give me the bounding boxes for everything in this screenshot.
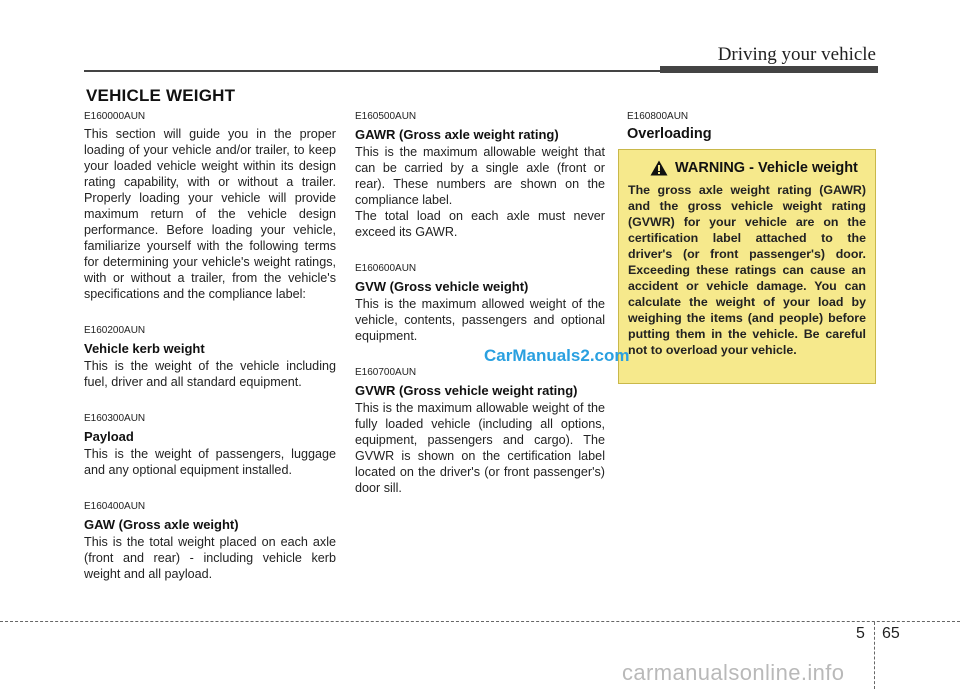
intro-text: This section will guide you in the proper loading of your vehicle and/or trailer, to keep your loaded vehicle weight within its design rating capability, with or without a trailer. Properly loading your vehicle will provide maximum return of the vehicle design performance. Before loading your vehicle, familiarize yourself with the following terms for determining your vehicle's weight ratings, with or without a trailer, from the vehicle's specifications and the compliance label:: [84, 127, 336, 301]
term-block-gvw: [355, 262, 605, 344]
header-rule: [84, 70, 660, 72]
term-block-gvwr: [355, 366, 605, 496]
watermark: CarManuals2.com: [484, 346, 630, 365]
term-heading: GAWR (Gross axle weight rating): [355, 127, 559, 142]
term-heading: GAW (Gross axle weight): [84, 517, 239, 532]
header-rule-accent: [660, 66, 878, 73]
column-middle: [355, 110, 605, 518]
warning-text: The gross axle weight rating (GAWR) and the gross vehicle weight rating (GVWR) for your vehicle are on the certification label attached to the driver's (or front passenger's) door. Exceeding these ratings can cause an accident or vehicle damage. You can calculate the weight of your load by weighing the items (and people) before putting them in the vehicle. Be careful not to overload your vehicle.: [628, 183, 866, 357]
term-text: This is the weight of passengers, luggage and any optional equipment installed.: [84, 447, 336, 477]
page-number-divider: [874, 622, 875, 689]
term-heading: Payload: [84, 429, 134, 444]
term-code: E160600AUN: [355, 263, 417, 274]
term-code: E160300AUN: [84, 413, 146, 424]
term-text: This is the weight of the vehicle including fuel, driver and all standard equipment.: [84, 359, 336, 389]
warning-header: [650, 160, 866, 176]
term-code: E160400AUN: [84, 501, 146, 512]
footer-site-text: carmanualsonline.info: [622, 660, 845, 685]
term-heading: GVWR (Gross vehicle weight rating): [355, 383, 578, 398]
term-text: This is the maximum allowable weight that can be carried by a single axle (front or rear). These numbers are shown on the compliance label.: [355, 145, 605, 207]
term-code: E160200AUN: [84, 325, 146, 336]
term-code: E160700AUN: [355, 367, 417, 378]
term-code: E160500AUN: [355, 111, 417, 122]
term-block-kerb-weight: [84, 324, 336, 390]
term-text: This is the maximum allowed weight of the vehicle, contents, passengers and optional equipment.: [355, 297, 605, 343]
intro-block: [84, 110, 336, 302]
term-heading: GVW (Gross vehicle weight): [355, 279, 529, 294]
warning-title: WARNING - Vehicle weight: [675, 160, 858, 176]
page-number: 65: [882, 625, 900, 642]
running-header: Driving your vehicle: [717, 44, 876, 65]
warning-triangle-icon: [650, 160, 668, 176]
footer-rule: [0, 621, 960, 622]
chapter-number: 5: [856, 625, 865, 642]
column-right: [627, 110, 877, 142]
section-title: VEHICLE WEIGHT: [86, 86, 236, 105]
term-heading: Vehicle kerb weight: [84, 341, 205, 356]
term-block-gaw: [84, 500, 336, 582]
term-text: This is the total weight placed on each axle (front and rear) - including vehicle kerb weight and all payload.: [84, 535, 336, 581]
term-text: This is the maximum allowable weight of the fully loaded vehicle (including all options, equipment, passengers and cargo). The GVWR is shown on the certification label located on the driver's (or front passenger's) door sill.: [355, 401, 605, 495]
intro-code: E160000AUN: [84, 111, 146, 122]
overloading-code: E160800AUN: [627, 111, 689, 122]
term-block-gawr: [355, 110, 605, 240]
warning-box: [618, 149, 876, 384]
term-block-payload: [84, 412, 336, 478]
term-text-extra: The total load on each axle must never exceed its GAWR.: [355, 209, 605, 239]
overloading-heading: Overloading: [627, 126, 712, 142]
column-left: [84, 110, 336, 604]
